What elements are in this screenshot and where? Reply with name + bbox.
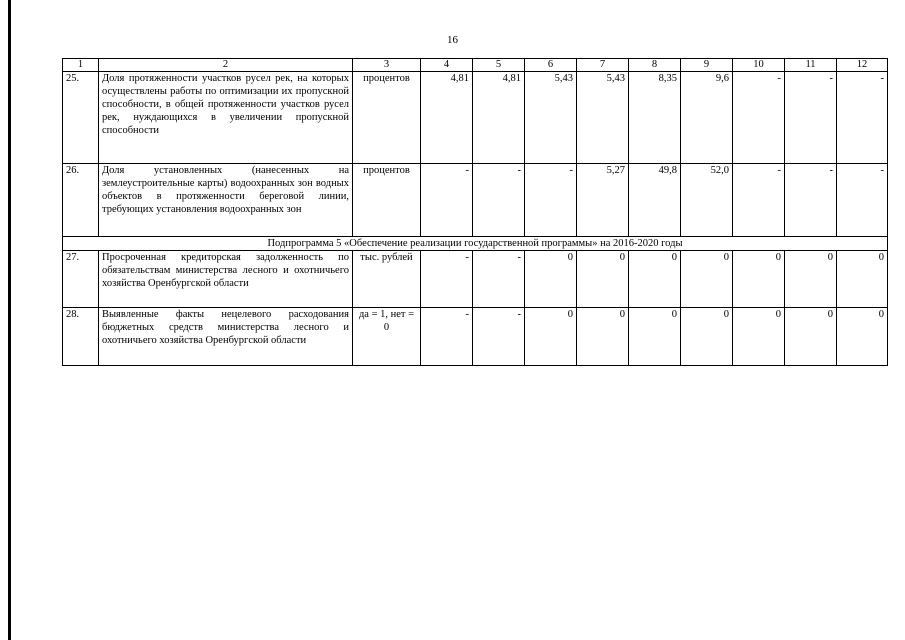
header-cell: 10 bbox=[733, 59, 785, 72]
value-cell: - bbox=[837, 164, 888, 237]
unit-cell: тыс. рублей bbox=[353, 251, 421, 308]
header-cell: 11 bbox=[785, 59, 837, 72]
binding-edge-bar bbox=[8, 0, 11, 640]
value-cell: 0 bbox=[733, 308, 785, 366]
value-cell: 0 bbox=[525, 251, 577, 308]
row-number-cell: 25. bbox=[63, 72, 99, 164]
value-cell: - bbox=[473, 164, 525, 237]
value-cell: 0 bbox=[629, 251, 681, 308]
value-cell: 52,0 bbox=[681, 164, 733, 237]
value-cell: - bbox=[421, 164, 473, 237]
row-number-cell: 28. bbox=[63, 308, 99, 366]
row-number-cell: 26. bbox=[63, 164, 99, 237]
header-cell: 9 bbox=[681, 59, 733, 72]
value-cell: 0 bbox=[733, 251, 785, 308]
value-cell: 0 bbox=[681, 308, 733, 366]
header-cell: 2 bbox=[99, 59, 353, 72]
value-cell: 0 bbox=[785, 308, 837, 366]
header-cell: 1 bbox=[63, 59, 99, 72]
value-cell: 0 bbox=[837, 308, 888, 366]
value-cell: 0 bbox=[681, 251, 733, 308]
indicator-name-cell: Доля протяженности участков русел рек, на которых осуществлены работы по оптимизации их пропускной способности, в общей протяженности участков русел рек, нуждающихся в увеличении пропускной способности bbox=[99, 72, 353, 164]
value-cell: - bbox=[785, 72, 837, 164]
value-cell: 5,43 bbox=[577, 72, 629, 164]
value-cell: - bbox=[733, 72, 785, 164]
subprogram-title: Подпрограмма 5 «Обеспечение реализации государственной программы» на 2016-2020 годы bbox=[63, 237, 888, 251]
header-cell: 4 bbox=[421, 59, 473, 72]
value-cell: 49,8 bbox=[629, 164, 681, 237]
row-number-cell: 27. bbox=[63, 251, 99, 308]
table-row bbox=[63, 251, 888, 308]
value-cell: 0 bbox=[837, 251, 888, 308]
header-cell: 12 bbox=[837, 59, 888, 72]
value-cell: 0 bbox=[629, 308, 681, 366]
header-cell: 6 bbox=[525, 59, 577, 72]
value-cell: - bbox=[785, 164, 837, 237]
indicators-table bbox=[62, 58, 888, 366]
indicator-name-cell: Просроченная кредиторская задолженность по обязательствам министерства лесного и охотничьего хозяйства Оренбургской области bbox=[99, 251, 353, 308]
table-row bbox=[63, 72, 888, 164]
value-cell: - bbox=[473, 308, 525, 366]
subprogram-row bbox=[63, 237, 888, 251]
value-cell: 5,43 bbox=[525, 72, 577, 164]
value-cell: 0 bbox=[577, 251, 629, 308]
indicator-name-cell: Выявленные факты нецелевого расходования бюджетных средств министерства лесного и охотничьего хозяйства Оренбургской области bbox=[99, 308, 353, 366]
value-cell: 9,6 bbox=[681, 72, 733, 164]
value-cell: 0 bbox=[525, 308, 577, 366]
value-cell: 0 bbox=[577, 308, 629, 366]
value-cell: - bbox=[421, 308, 473, 366]
header-cell: 5 bbox=[473, 59, 525, 72]
table-row bbox=[63, 164, 888, 237]
unit-cell: процентов bbox=[353, 164, 421, 237]
indicator-name-cell: Доля установленных (нанесенных на землеустроительные карты) водоохранных зон водных объектов в протяженности береговой линии, требующих установления водоохранных зон bbox=[99, 164, 353, 237]
page-number: 16 bbox=[447, 34, 458, 46]
unit-cell: процентов bbox=[353, 72, 421, 164]
header-cell: 3 bbox=[353, 59, 421, 72]
value-cell: - bbox=[525, 164, 577, 237]
header-cell: 7 bbox=[577, 59, 629, 72]
value-cell: - bbox=[473, 251, 525, 308]
value-cell: 4,81 bbox=[473, 72, 525, 164]
value-cell: - bbox=[421, 251, 473, 308]
value-cell: 0 bbox=[785, 251, 837, 308]
table-row bbox=[63, 308, 888, 366]
header-cell: 8 bbox=[629, 59, 681, 72]
value-cell: 5,27 bbox=[577, 164, 629, 237]
value-cell: 8,35 bbox=[629, 72, 681, 164]
value-cell: - bbox=[837, 72, 888, 164]
unit-cell: да = 1, нет = 0 bbox=[353, 308, 421, 366]
value-cell: 4,81 bbox=[421, 72, 473, 164]
value-cell: - bbox=[733, 164, 785, 237]
column-number-header-row bbox=[63, 59, 888, 72]
